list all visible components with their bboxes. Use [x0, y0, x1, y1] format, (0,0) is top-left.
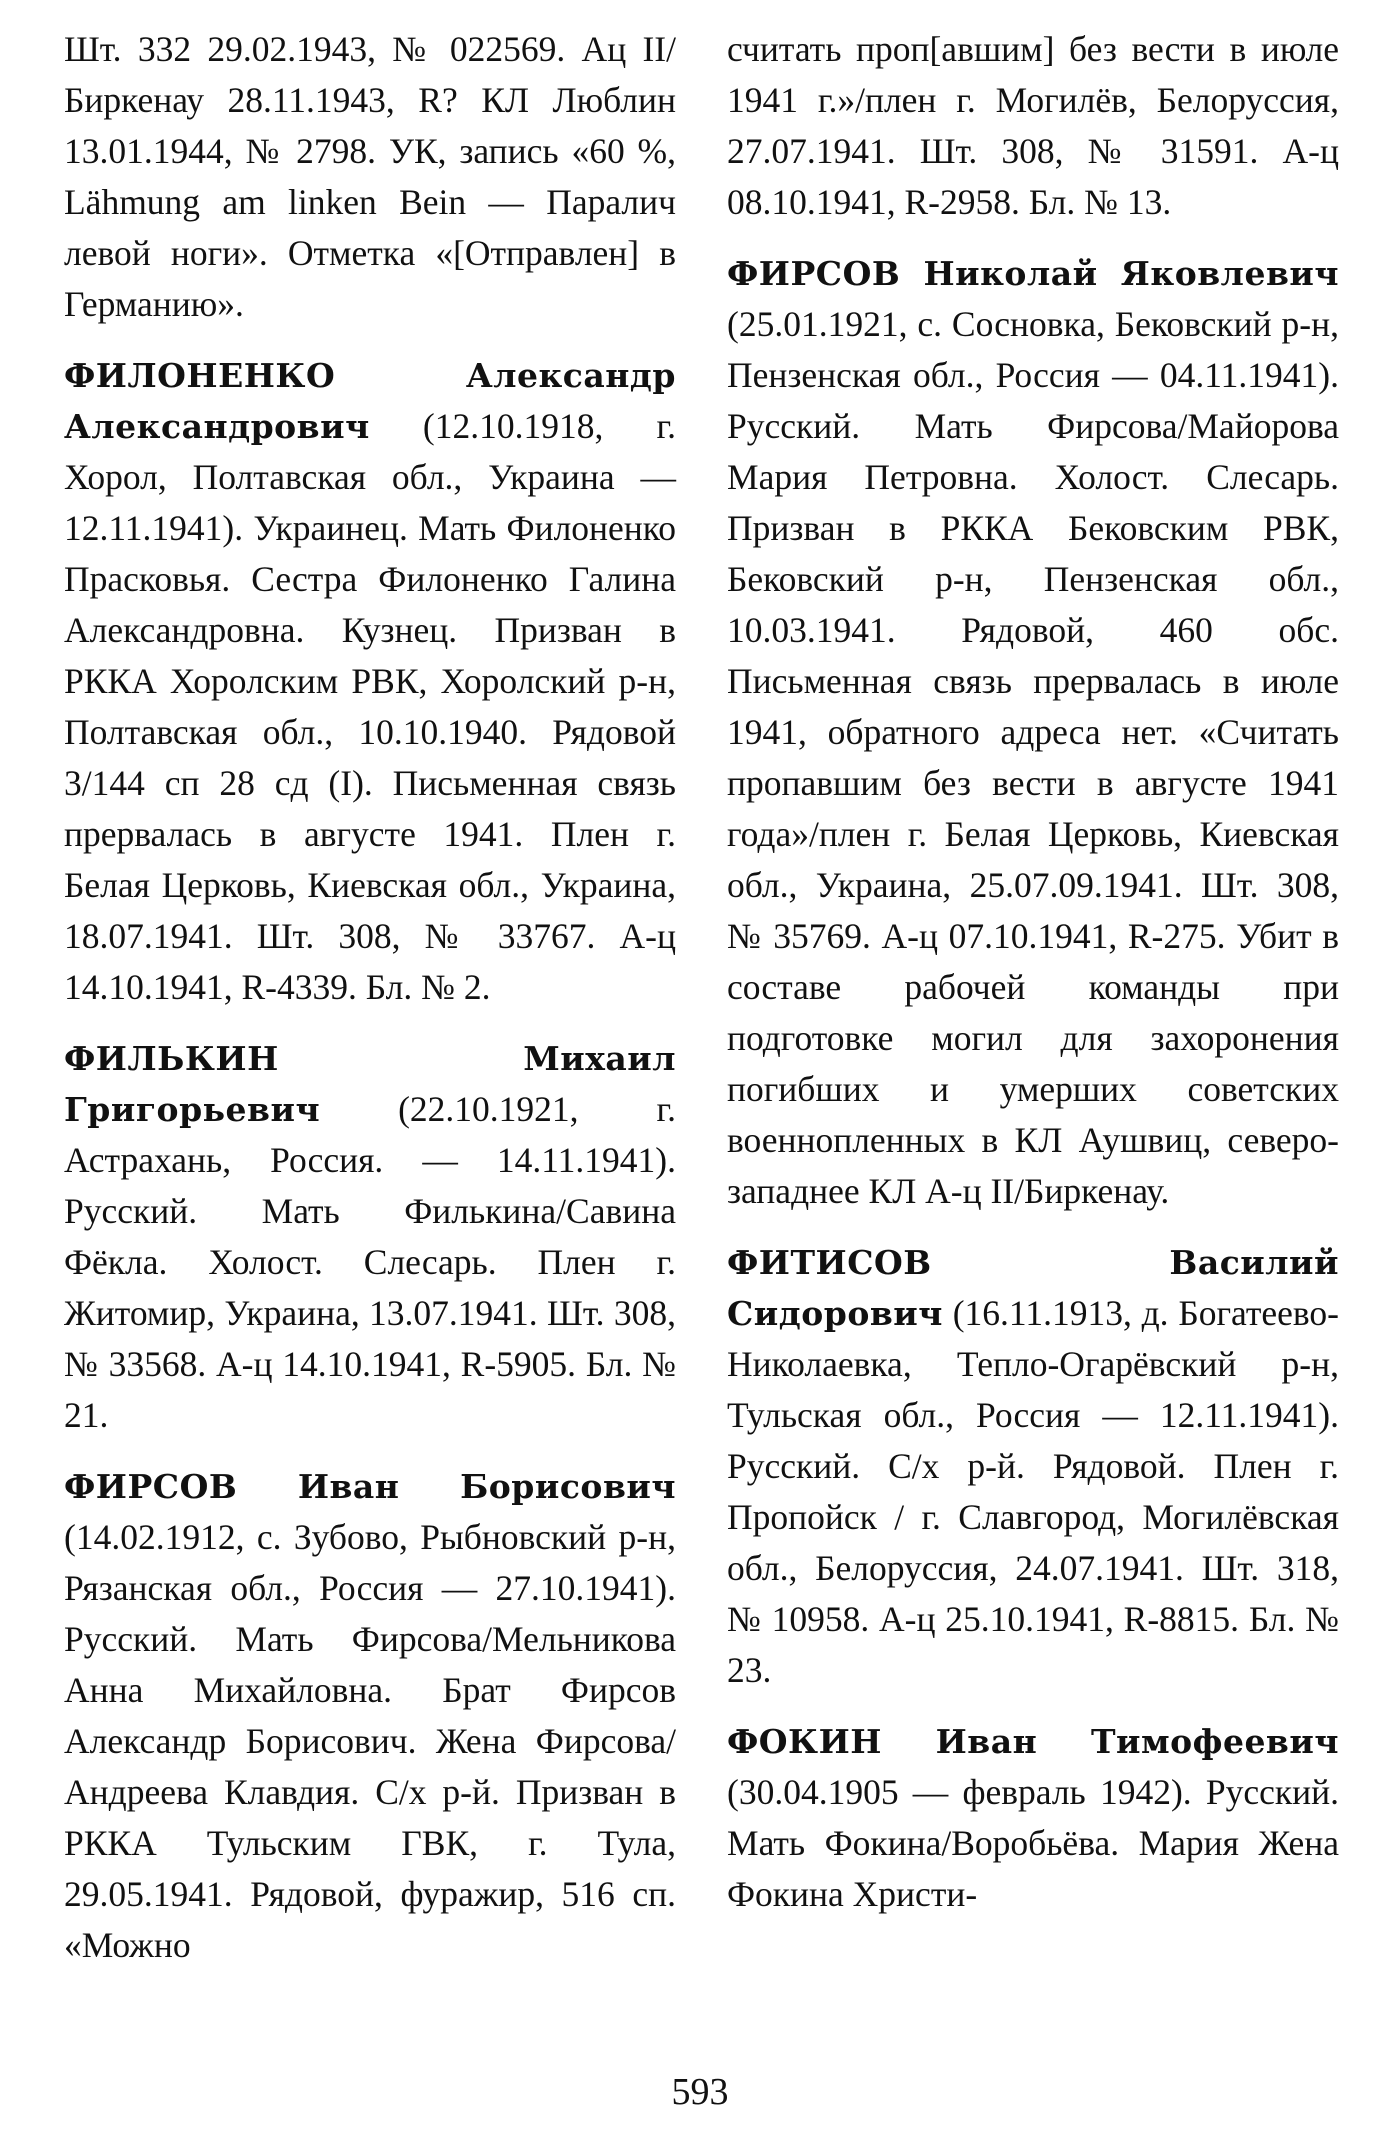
entry-name: ФИЛЬКИН Михаил Григорьевич — [64, 1039, 676, 1129]
entry-filonenko — [64, 350, 676, 1013]
entry-fitisov — [727, 1237, 1339, 1696]
right-column — [727, 24, 1339, 1920]
entry-text: (30.04.1905 — февраль 1942). Русский. Мать Фокина/Воробьёва. Мария Жена Фокина Христи- — [727, 1772, 1339, 1914]
entry-text: (25.01.1921, с. Сосновка, Бековский р-н, Пензенская обл., Россия — 04.11.1941). Русский. Мать Фирсова/Майорова Мария Петровна. Холост. Слесарь. Призван в РККА Бековским РВК, Бековский р-н, Пензенская обл., 10.03.1941. Рядовой, 460 обс. Письменная связь прервалась в июле 1941, обратного адреса нет. «Считать пропавшим без вести в августе 1941 года»/плен г. Белая Церковь, Киевская обл., Украина, 25.07.09.1941. Шт. 308, № 35769. А-ц 07.10.1941, R-275. Убит в составе рабочей команды при подготовке могил для захоронения погибших и умерших советских военнопленных в КЛ Аушвиц, северо-западнее КЛ А-ц II/Биркенау. — [727, 304, 1339, 1211]
entry-filkin — [64, 1033, 676, 1441]
entry-name: ФИТИСОВ Василий Сидорович — [727, 1243, 1339, 1333]
entry-name: ФИЛОНЕНКО Александр Александрович — [64, 356, 676, 446]
entry-name: ФИРСОВ Николай Яковлевич — [727, 254, 1339, 293]
entry-firsov-ivan — [64, 1461, 676, 1971]
entry-text: (12.10.1918, г. Хорол, Полтавская обл., Украина — 12.11.1941). Украинец. Мать Филоненко Прасковья. Сестра Филоненко Галина Александровна. Кузнец. Призван в РККА Хоролским РВК, Хоролский р-н, Полтавская обл., 10.10.1940. Рядовой 3/144 сп 28 сд (I). Письменная связь прервалась в августе 1941. Плен г. Белая Церковь, Киевская обл., Украина, 18.07.1941. Шт. 308, № 33767. А-ц 14.10.1941, R-4339. Бл. № 2. — [64, 406, 676, 1007]
entry-continuation — [64, 24, 676, 330]
page-number: 593 — [671, 2071, 729, 2113]
entry-text: Шт. 332 29.02.1943, № 022569. Ац II/Биркенау 28.11.1943, R? КЛ Люблин 13.01.1944, № 2798. УК, запись «60 %, Lähmung am linken Bein — Паралич левой ноги». Отметка «[Отправлен] в Германию». — [64, 29, 676, 324]
entry-text: (14.02.1912, с. Зубово, Рыбновский р-н, Рязанская обл., Россия — 27.10.1941). Русский. Мать Фирсова/Мельникова Анна Михайловна. Брат Фирсов Александр Борисович. Жена Фирсова/Андреева Клавдия. С/х р-й. Призван в РККА Тульским ГВК, г. Тула, 29.05.1941. Рядовой, фуражир, 516 сп. «Можно — [64, 1517, 676, 1965]
entry-name: ФОКИН Иван Тимофеевич — [727, 1722, 1339, 1761]
entry-continuation — [727, 24, 1339, 228]
entry-text: (22.10.1921, г. Астрахань, Россия. — 14.11.1941). Русский. Мать Филькина/Савина Фёкла. Холост. Слесарь. Плен г. Житомир, Украина, 13.07.1941. Шт. 308, № 33568. А-ц 14.10.1941, R-5905. Бл. № 21. — [64, 1089, 676, 1435]
entry-text: (16.11.1913, д. Богатеево-Николаевка, Тепло-Огарёвский р-н, Тульская обл., Россия — 12.11.1941). Русский. С/х р-й. Рядовой. Плен г. Пропойск / г. Славгород, Могилёвская обл., Белоруссия, 24.07.1941. Шт. 318, № 10958. А-ц 25.10.1941, R-8815. Бл. № 23. — [727, 1293, 1339, 1690]
entry-fokin — [727, 1716, 1339, 1920]
left-column — [64, 24, 676, 1971]
entry-name: ФИРСОВ Иван Борисович — [64, 1467, 676, 1506]
entry-text: считать проп[авшим] без вести в июле 1941 г.»/плен г. Могилёв, Белоруссия, 27.07.1941. Шт. 308, № 31591. А-ц 08.10.1941, R-2958. Бл. № 13. — [727, 29, 1339, 222]
entry-firsov-nikolai — [727, 248, 1339, 1217]
